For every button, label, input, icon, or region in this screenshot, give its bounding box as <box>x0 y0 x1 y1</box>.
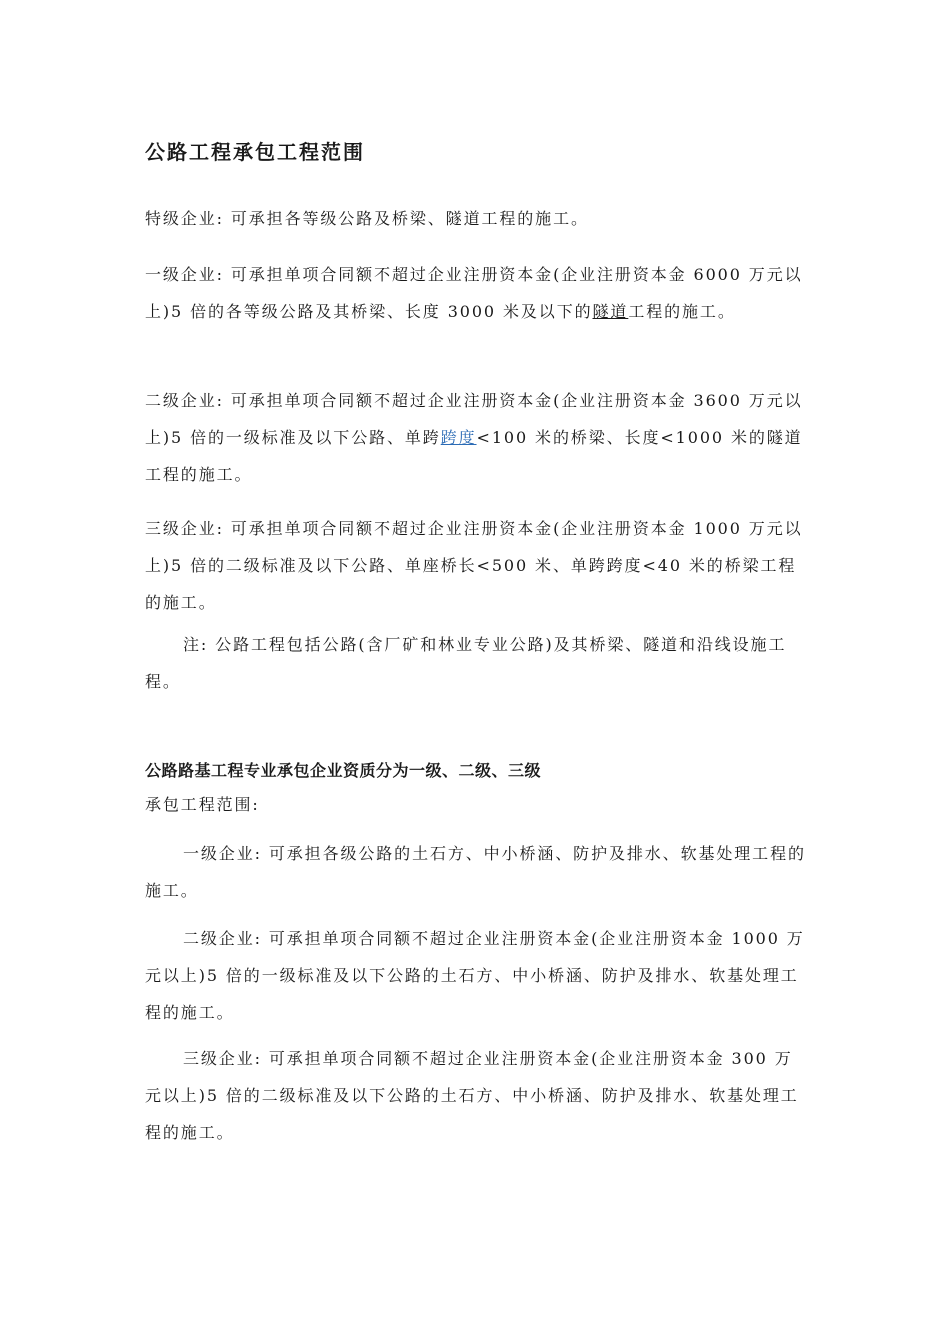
paragraph-grade-one <box>145 256 810 330</box>
span-link[interactable]: 跨度 <box>440 428 477 447</box>
paragraph-roadbed-grade-three: 三级企业: 可承担单项合同额不超过企业注册资本金(企业注册资本金 300 万元以上)5 倍的二级标准及以下公路的土石方、中小桥涵、防护及排水、软基处理工程的施工。 <box>145 1049 799 1142</box>
page-title: 公路工程承包工程范围 <box>145 140 365 164</box>
paragraph-grade-three: 三级企业: 可承担单项合同额不超过企业注册资本金(企业注册资本金 1000 万元以上)5 倍的二级标准及以下公路、单座桥长<500 米、单跨跨度<40 米的桥梁工程的施工。 <box>145 519 803 612</box>
paragraph-roadbed-grade-one: 一级企业: 可承担各级公路的土石方、中小桥涵、防护及排水、软基处理工程的施工。 <box>145 844 806 900</box>
section-heading: 公路路基工程专业承包企业资质分为一级、二级、三级 <box>145 761 542 780</box>
underlined-term: 隧道 <box>592 302 629 321</box>
paragraph-roadbed-grade-two: 二级企业: 可承担单项合同额不超过企业注册资本金(企业注册资本金 1000 万元以上)5 倍的一级标准及以下公路的土石方、中小桥涵、防护及排水、软基处理工程的施工。 <box>145 929 805 1022</box>
paragraph-grade-two <box>145 382 810 493</box>
paragraph-text: <100 米的桥梁、长度<1000 米的隧道工程的施工。 <box>145 428 803 484</box>
paragraph-special-grade: 特级企业: 可承担各等级公路及桥梁、隧道工程的施工。 <box>145 209 589 228</box>
paragraph-note: 注: 公路工程包括公路(含厂矿和林业专业公路)及其桥梁、隧道和沿线设施工程。 <box>145 635 787 691</box>
scope-label: 承包工程范围: <box>145 795 260 814</box>
paragraph-text: 工程的施工。 <box>628 302 736 321</box>
paragraph-text: 一级企业: 可承担单项合同额不超过企业注册资本金(企业注册资本金 6000 万元以上)5 倍的各等级公路及其桥梁、长度 3000 米及以下的 <box>145 265 803 321</box>
paragraph-text: 二级企业: 可承担单项合同额不超过企业注册资本金(企业注册资本金 3600 万元以上)5 倍的一级标准及以下公路、单跨 <box>145 391 803 447</box>
